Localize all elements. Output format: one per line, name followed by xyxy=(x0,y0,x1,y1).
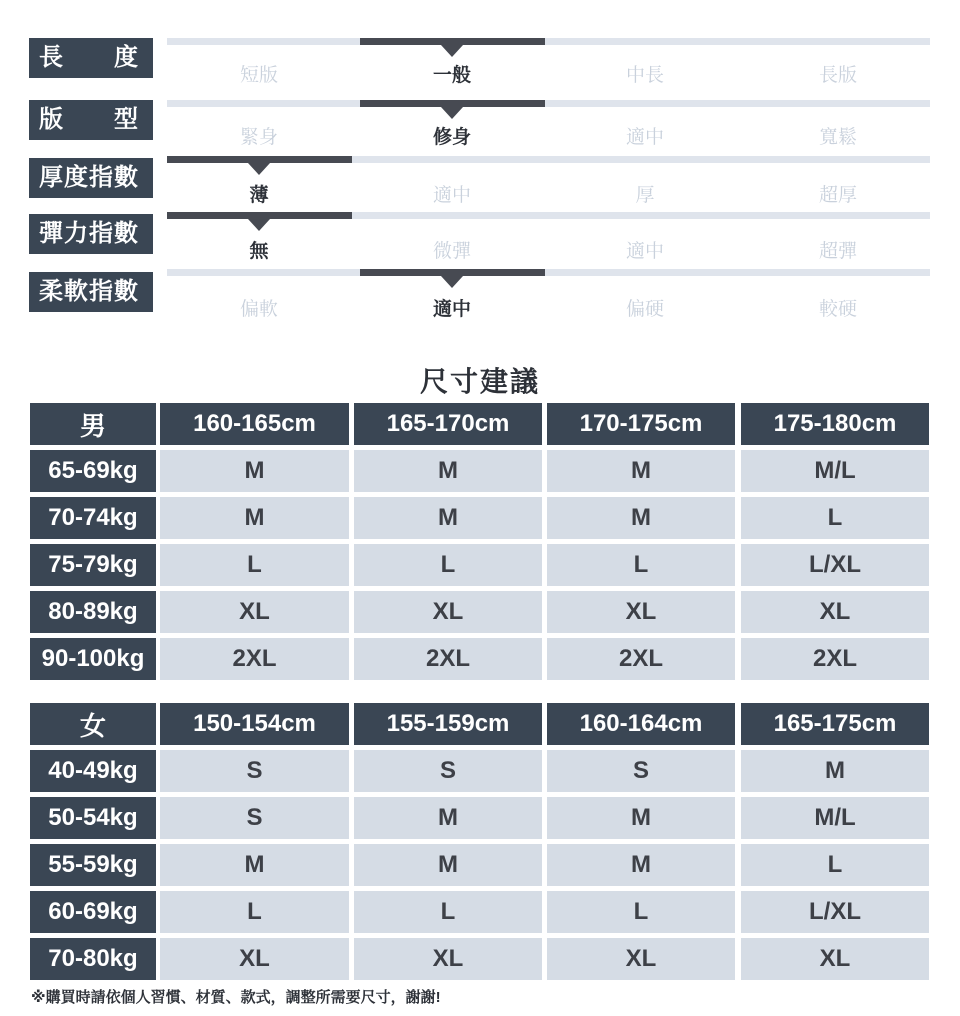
size-cell: M/L xyxy=(741,797,929,839)
size-cell: L xyxy=(741,497,929,539)
height-column-header: 160-164cm xyxy=(547,703,735,745)
height-column-header: 160-165cm xyxy=(160,403,349,445)
size-cell: S xyxy=(160,797,349,839)
size-cell: M xyxy=(547,497,735,539)
attribute-option: 無 xyxy=(249,241,269,262)
selected-marker-icon xyxy=(248,163,270,175)
size-cell: L xyxy=(354,891,542,933)
attribute-selected-segment xyxy=(167,212,352,219)
attribute-option: 薄 xyxy=(249,185,269,206)
height-column-header: 165-175cm xyxy=(741,703,929,745)
height-column-header: 175-180cm xyxy=(741,403,929,445)
size-cell: XL xyxy=(741,938,929,980)
attribute-option: 適中 xyxy=(625,241,664,262)
size-cell: M xyxy=(160,450,349,492)
attribute-label: 版 型 xyxy=(29,100,153,140)
size-chart-title: 尺寸建議 xyxy=(419,366,540,397)
attribute-option: 中長 xyxy=(625,65,664,86)
attribute-selected-segment xyxy=(167,156,352,163)
attribute-option: 修身 xyxy=(432,127,471,148)
size-cell: S xyxy=(160,750,349,792)
size-cell: L xyxy=(160,891,349,933)
size-cell: L xyxy=(547,891,735,933)
weight-row-header: 50-54kg xyxy=(30,797,156,839)
size-cell: 2XL xyxy=(547,638,735,680)
size-cell: M/L xyxy=(741,450,929,492)
table-corner-label: 女 xyxy=(30,703,156,745)
size-cell: M xyxy=(741,750,929,792)
attribute-label: 柔軟指數 xyxy=(29,272,153,312)
weight-row-header: 40-49kg xyxy=(30,750,156,792)
size-cell: M xyxy=(354,497,542,539)
height-column-header: 155-159cm xyxy=(354,703,542,745)
attribute-option: 短版 xyxy=(239,65,278,86)
weight-row-header: 90-100kg xyxy=(30,638,156,680)
attribute-option: 緊身 xyxy=(239,127,278,148)
size-cell: M xyxy=(160,497,349,539)
weight-row-header: 70-74kg xyxy=(30,497,156,539)
size-cell: M xyxy=(547,797,735,839)
size-cell: M xyxy=(160,844,349,886)
size-cell: 2XL xyxy=(741,638,929,680)
size-cell: XL xyxy=(160,938,349,980)
attribute-option: 偏軟 xyxy=(239,299,278,320)
selected-marker-icon xyxy=(441,107,463,119)
attribute-label: 彈力指數 xyxy=(29,214,153,254)
size-cell: L xyxy=(741,844,929,886)
size-cell: XL xyxy=(354,938,542,980)
weight-row-header: 55-59kg xyxy=(30,844,156,886)
weight-row-header: 60-69kg xyxy=(30,891,156,933)
height-column-header: 150-154cm xyxy=(160,703,349,745)
weight-row-header: 80-89kg xyxy=(30,591,156,633)
attribute-label: 厚度指數 xyxy=(29,158,153,198)
size-cell: XL xyxy=(547,938,735,980)
attribute-selected-segment xyxy=(360,100,545,107)
attribute-option: 適中 xyxy=(432,299,471,320)
height-column-header: 165-170cm xyxy=(354,403,542,445)
weight-row-header: 70-80kg xyxy=(30,938,156,980)
size-cell: XL xyxy=(160,591,349,633)
attribute-label: 長 度 xyxy=(29,38,153,78)
selected-marker-icon xyxy=(441,45,463,57)
size-cell: L xyxy=(547,544,735,586)
size-cell: M xyxy=(354,797,542,839)
footnote: ※購買時請依個人習慣、材質、款式，調整所需要尺寸，謝謝! xyxy=(31,989,441,1006)
size-cell: L/XL xyxy=(741,544,929,586)
size-cell: L xyxy=(354,544,542,586)
size-cell: 2XL xyxy=(160,638,349,680)
attribute-option: 超彈 xyxy=(818,241,857,262)
weight-row-header: 75-79kg xyxy=(30,544,156,586)
attribute-selected-segment xyxy=(360,38,545,45)
size-cell: L xyxy=(160,544,349,586)
size-cell: XL xyxy=(354,591,542,633)
attribute-option: 適中 xyxy=(432,185,471,206)
size-cell: XL xyxy=(547,591,735,633)
size-cell: L/XL xyxy=(741,891,929,933)
attribute-option: 微彈 xyxy=(432,241,471,262)
attribute-option: 較硬 xyxy=(818,299,857,320)
size-cell: S xyxy=(354,750,542,792)
size-cell: M xyxy=(354,844,542,886)
size-cell: M xyxy=(354,450,542,492)
attribute-option: 超厚 xyxy=(818,185,857,206)
selected-marker-icon xyxy=(441,276,463,288)
attribute-option: 寬鬆 xyxy=(818,127,857,148)
size-cell: M xyxy=(547,450,735,492)
size-cell: XL xyxy=(741,591,929,633)
attribute-option: 厚 xyxy=(635,185,655,206)
attribute-scale-bar xyxy=(167,269,930,276)
attribute-scale-bar xyxy=(167,38,930,45)
height-column-header: 170-175cm xyxy=(547,403,735,445)
table-corner-label: 男 xyxy=(30,403,156,445)
attribute-option: 偏硬 xyxy=(625,299,664,320)
weight-row-header: 65-69kg xyxy=(30,450,156,492)
size-cell: S xyxy=(547,750,735,792)
attribute-scale-bar xyxy=(167,100,930,107)
size-cell: M xyxy=(547,844,735,886)
size-cell: 2XL xyxy=(354,638,542,680)
attribute-selected-segment xyxy=(360,269,545,276)
attribute-option: 一般 xyxy=(432,65,471,86)
selected-marker-icon xyxy=(248,219,270,231)
attribute-option: 適中 xyxy=(625,127,664,148)
attribute-option: 長版 xyxy=(818,65,857,86)
